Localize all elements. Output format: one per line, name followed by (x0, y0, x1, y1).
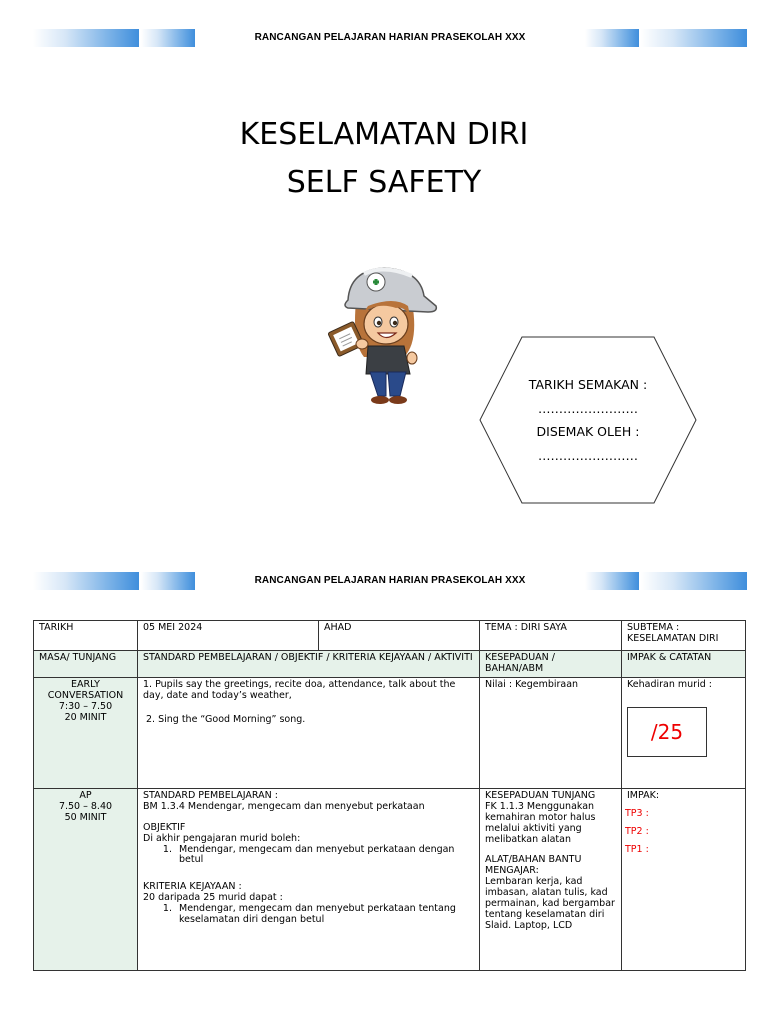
tp2-field[interactable]: TP2 : (625, 825, 649, 837)
objective-list (175, 845, 474, 867)
time-cell (34, 788, 138, 970)
standard-cell (138, 788, 480, 970)
time-text: 50 MINIT (64, 811, 107, 823)
time-text: 20 MINIT (64, 711, 107, 723)
objective-intro: Di akhir pengajaran murid boleh: (143, 832, 301, 844)
standard-label: STANDARD PEMBELAJARAN : (143, 789, 278, 801)
attendance-label: Kehadiran murid : (627, 678, 712, 690)
materials-text: Slaid. Laptop, LCD (485, 919, 573, 931)
activity-cell (138, 677, 480, 788)
tp1-field[interactable]: TP1 : (625, 843, 649, 855)
review-date-field: …………………… (538, 401, 638, 416)
list-item: 1. Mendengar, mengecam dan menyebut perkataan tentang keselamatan diri dengan betul (175, 904, 474, 926)
page-header-second (33, 572, 747, 590)
integration-text: FK 1.1.3 Menggunakan kemahiran motor halus melalui aktiviti yang melibatkan alatan (485, 800, 596, 845)
standard-text: BM 1.3.4 Mendengar, mengecam dan menyebut perkataan (143, 800, 425, 812)
header-title: RANCANGAN PELAJARAN HARIAN PRASEKOLAH XXX (254, 575, 526, 586)
table-row (34, 677, 746, 788)
impact-label: IMPAK: (627, 789, 660, 801)
cover-title-english: SELF SAFETY (286, 165, 482, 200)
col-header-time: MASA/ TUNJANG (34, 651, 138, 678)
col-header-standard: STANDARD PEMBELAJARAN / OBJEKTIF / KRITERIA KEJAYAAN / AKTIVITI (138, 651, 480, 678)
reviewer-field: …………………… (538, 448, 638, 463)
time-text: CONVERSATION (47, 689, 124, 701)
subtheme-value: SUBTEMA : KESELAMATAN DIRI (622, 621, 746, 651)
attendance-cell (622, 677, 746, 788)
value-cell: Nilai : Kegembiraan (480, 677, 622, 788)
col-header-impact: IMPAK & CATATAN (622, 651, 746, 678)
time-text: EARLY (71, 678, 100, 690)
criteria-label: KRITERIA KEJAYAAN : (143, 881, 242, 893)
attendance-score-box[interactable]: /25 (627, 707, 707, 757)
materials-label: ALAT/BAHAN BANTU MENGAJAR: (485, 854, 582, 877)
review-hexagon (479, 336, 697, 504)
impact-cell (622, 788, 746, 970)
activity-text: 1. Pupils say the greetings, recite doa, attendance, talk about the day, date and today’s weather, (143, 678, 456, 701)
tp3-field[interactable]: TP3 : (625, 807, 649, 819)
date-label: TARIKH (34, 621, 138, 651)
col-header-integration: KESEPADUAN / BAHAN/ABM (480, 651, 622, 678)
review-date-label: TARIKH SEMAKAN : (528, 377, 648, 392)
time-text: AP (79, 789, 92, 801)
activity-text: 2. Sing the “Good Morning” song. (146, 713, 306, 725)
time-text: 7:30 – 7.50 (58, 700, 113, 712)
lesson-plan-table (33, 620, 746, 971)
table-row (34, 788, 746, 970)
objective-label: OBJEKTIF (143, 821, 186, 833)
integration-label: KESEPADUAN TUNJANG (485, 789, 596, 801)
table-header-row (34, 651, 746, 678)
materials-text: Lembaran kerja, kad imbasan, alatan tulis, kad permainan, kad bergambar tentang keselamatan diri (485, 876, 615, 921)
cover-title-malay: KESELAMATAN DIRI (239, 117, 529, 152)
criteria-intro: 20 daripada 25 murid dapat : (143, 892, 283, 904)
time-text: 7.50 – 8.40 (58, 800, 113, 812)
list-item: 1. Mendengar, mengecam dan menyebut perkataan dengan betul (175, 845, 474, 867)
criteria-list (175, 904, 474, 926)
reviewer-label: DISEMAK OLEH : (536, 424, 640, 439)
safety-girl-illustration (324, 262, 444, 407)
date-value: 05 MEI 2024 (138, 621, 319, 651)
page-header-top (33, 29, 747, 47)
theme-value: TEMA : DIRI SAYA (480, 621, 622, 651)
header-title: RANCANGAN PELAJARAN HARIAN PRASEKOLAH XXX (254, 32, 526, 43)
time-cell (34, 677, 138, 788)
integration-cell (480, 788, 622, 970)
table-row (34, 621, 746, 651)
day-value: AHAD (319, 621, 480, 651)
